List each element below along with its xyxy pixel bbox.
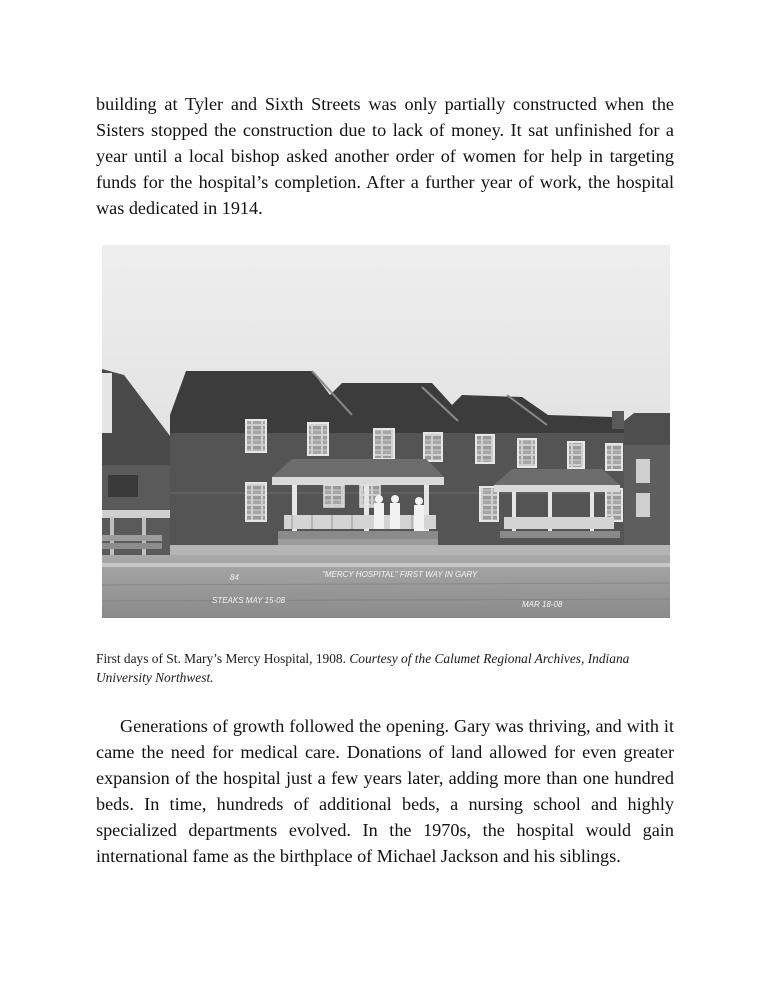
- photo-label-number: 84: [230, 573, 239, 582]
- photo-label-right: MAR 18-08: [522, 600, 563, 609]
- photo-label-left: STEAKS MAY 15-08: [212, 596, 286, 605]
- body-paragraph: Generations of growth followed the opening. Gary was thriving, and with it came the need for medical care. Donations of land allowed for even greater expansion of the hospital just a few years later, adding more than one hundred beds. In time, hundreds of additional beds, a nursing school and highly specialized departments evolved. In the 1970s, the hospital would gain international fame as the birthplace of Michael Jackson and his siblings.: [96, 716, 674, 866]
- hospital-photograph: [102, 245, 670, 618]
- caption-text: First days of St. Mary’s Mercy Hospital, 1908.: [96, 651, 346, 666]
- photo-label-title: "MERCY HOSPITAL" FIRST WAY IN GARY: [322, 570, 478, 579]
- caption-credit: Courtesy of the Calumet Regional Archives, Indiana University Northwest.: [96, 651, 630, 685]
- body-paragraph: building at Tyler and Sixth Streets was only partially constructed when the Sisters stopped the construction due to lack of money. It sat unfinished for a year until a local bishop asked another order of women for help in targeting funds for the hospital’s completion. After a further year of work, the hospital was dedicated in 1914.: [96, 94, 674, 218]
- photo-caption: [96, 649, 674, 687]
